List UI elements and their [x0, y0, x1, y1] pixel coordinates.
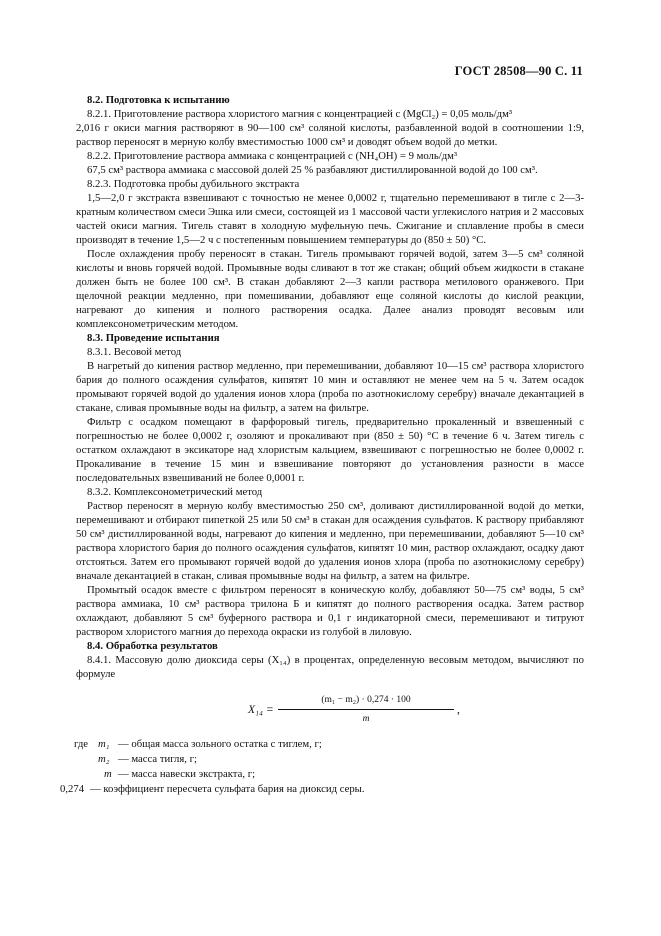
definition-row [76, 737, 584, 752]
definition-symbol: m [104, 768, 112, 780]
formula-fraction [278, 693, 454, 726]
document-body [60, 93, 584, 797]
paragraph: 8.2.3. Подготовка пробы дубильного экстракта [87, 178, 300, 190]
paragraph: Промытый осадок вместе с фильтром переносят в коническую колбу, добавляют 50—75 см³ воды, 5 см³ раствора аммиака, 10 см³ раствора трилона Б и кипятят до полного растворения осадка. Затем раствор охлаждают, добавляют 5 см³ буферного раствора и 0,1 г индикаторной смеси, перемешивают и титруют раствором хлористого магния до перехода окраски из голубой в лиловую. [76, 584, 584, 638]
definition-text: — масса тигля, г; [118, 753, 198, 765]
paragraph: 1,5—2,0 г экстракта взвешивают с точностью не менее 0,0002 г, тщательно перемешивают в тигле с 2—3-кратным количеством смеси Эшка или смеси, состоящей из 1 массовой части углекислого натрия и 2 массовых частей окиси магния. Тигель ставят в холодную муфельную печь. Сжигание и сплавление пробы в смеси производят в течение 1,5—2 ч с постепенным повышением температуры до (850 ± 50) °С. [76, 192, 584, 246]
definition-row [76, 752, 584, 767]
paragraph: 8.3.2. Комплексонометрический метод [87, 486, 263, 498]
definition-row [76, 767, 584, 782]
paragraph: 67,5 см³ раствора аммиака с массовой долей 25 % разбавляют дистиллированной водой до 100 см³. [87, 164, 538, 176]
paragraph: После охлаждения пробу переносят в стакан. Тигель промывают горячей водой, затем 3—5 см³ соляной кислоты и вновь горячей водой. Промывные воды сливают в тот же стакан; общий объем жидкости в стакане должен быть не более 100 см³. В стакан добавляют 2—3 капли раствора метилового оранжевого. При щелочной реакции медленно, при помешивании, добавляют еще соляной кислоты до кислой реакции, нагревают до кипения и полного растворения осадка. Далее анализ проводят весовым или комплексонометрическим методом. [76, 248, 584, 330]
formula-lhs: X₁₄ = [248, 704, 274, 716]
section-heading: 8.2. Подготовка к испытанию [87, 94, 230, 106]
definition-text: — коэффициент пересчета сульфата бария на диоксид серы. [90, 783, 365, 795]
definition-text: — масса навески экстракта, г; [118, 768, 256, 780]
definitions [60, 737, 584, 797]
formula-numerator: (m₁ − m₂) · 0,274 · 100 [278, 693, 454, 710]
paragraph: В нагретый до кипения раствор медленно, при перемешивании, добавляют 10—15 см³ раствора хлористого бария до полного осаждения сульфатов, кипятят 10 мин и оставляют не менее чем на 5 ч. Затем осадок промывают горячей водой до удаления ионов хлора (проба по азотнокислому серебру) вначале декантацией в стакане, сливая промывные воды на фильтр, а затем на фильтре. [76, 360, 584, 414]
definition-text: — общая масса зольного остатка с тиглем, г; [118, 738, 322, 750]
section-heading: 8.3. Проведение испытания [87, 332, 220, 344]
formula-denominator: m [362, 714, 370, 724]
paragraph: 8.3.1. Весовой метод [87, 346, 182, 358]
section-heading: 8.4. Обработка результатов [87, 640, 218, 652]
definition-symbol: 0,274 [60, 783, 85, 795]
definition-symbol: m₂ [98, 753, 110, 765]
paragraph: 8.2.2. Приготовление раствора аммиака с концентрацией c (NH₄OH) = 9 моль/дм³ [87, 150, 458, 162]
paragraph: 8.2.1. Приготовление раствора хлористого магния с концентрацией c (MgCl₂) = 0,05 моль/дм³ [87, 108, 513, 120]
paragraphs [76, 93, 584, 681]
paragraph: Раствор переносят в мерную колбу вместимостью 250 см³, доливают дистиллированной водой до метки, перемешивают и отбирают пипеткой 25 или 50 см³ в стакан для осаждения сульфатов. К раствору прибавляют 50 см³ дистиллированной воды, нагревают до кипения и медленно, при перемешивании, добавляют 5—10 см³ раствора хлористого бария до полного осаждения сульфатов, кипятят 10 мин, раствор охлаждают, осадку дают отстояться. Затем его промывают горячей водой до удаления ионов хлора (проба по азотнокислому серебру) вначале декантацией в стакан, сливая промывные воды на фильтр, а затем на фильтре. [76, 500, 584, 582]
paragraph: 8.4.1. Массовую долю диоксида серы (X₁₄) в процентах, определенную весовым методом, вычисляют по формуле [76, 654, 584, 680]
paragraph: Фильтр с осадком помещают в фарфоровый тигель, предварительно прокаленный и взвешенный с погрешностью не более 0,0002 г, озоляют и прокаливают при (850 ± 50) °С в течение 6 ч. Затем тигель с остатком охлаждают в эксикаторе над хлористым кальцием, взвешивают с погрешностью не более 0,0002 г. Прокаливание в течение 15 мин и взвешивание повторяют до установления разности в массе последовательных взвешиваний не более 0,0001 г. [76, 416, 584, 484]
page-header: ГОСТ 28508—90 С. 11 [454, 64, 583, 78]
definition-symbol: m₁ [98, 738, 110, 750]
formula-trail: , [457, 704, 460, 716]
definition-prefix: где [74, 738, 89, 750]
paragraph: 2,016 г окиси магния растворяют в 90—100 см³ соляной кислоты, разбавленной водой в соотношении 1:9, раствор переносят в мерную колбу вместимостью 1000 см³ и доводят объем водой до метки. [76, 122, 584, 148]
formula [76, 693, 584, 727]
definition-row [60, 782, 584, 797]
